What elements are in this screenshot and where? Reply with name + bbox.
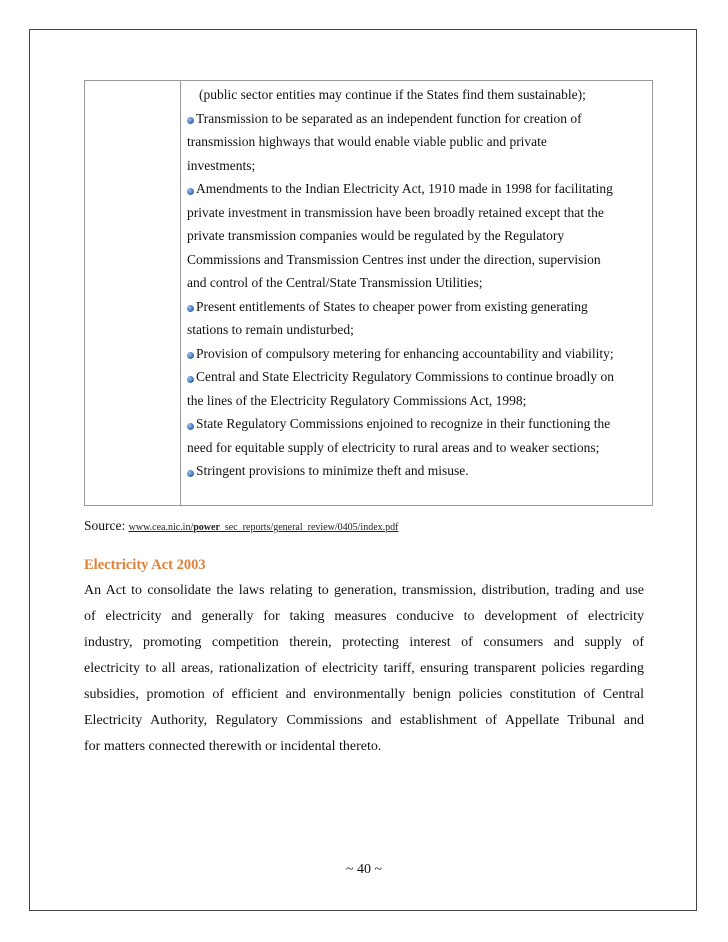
table-line-text: transmission highways that would enable viable public and private [187,134,547,149]
table-line [187,201,649,225]
bullet-item [187,295,649,319]
bullet-icon [187,305,194,312]
bullet-item [187,342,649,366]
table-line [187,154,649,178]
source-url-bold: power [193,522,220,533]
bullet-icon [187,376,194,383]
paragraph-line: An Act to consolidate the laws relating to generation, transmission, distribution, trading and use [84,583,644,598]
table-line-text: Transmission to be separated as an independent function for creation of [196,110,582,126]
bullet-icon [187,352,194,359]
bullet-item [187,459,649,483]
source-url-suffix: _sec_reports/general_review/0405/index.pdf [219,522,399,533]
source-link[interactable] [129,522,399,533]
table-cell-text [187,83,649,483]
bullet-item [187,412,649,436]
bullet-icon [187,470,194,477]
bullet-item [187,177,649,201]
table-line-text: the lines of the Electricity Regulatory Commissions Act, 1998; [187,392,527,408]
table-column-divider [180,80,181,506]
table-line [187,436,649,460]
source-url-prefix: www.cea.nic.in/ [128,522,194,533]
table-line-text: Stringent provisions to minimize theft and misuse. [196,463,469,478]
paragraph-line: Electricity Authority, Regulatory Commissions and establishment of Appellate Tribunal and [84,713,644,728]
page-number: ~ 40 ~ [345,862,383,877]
table-line-text: need for equitable supply of electricity to rural areas and to weaker sections; [187,439,600,455]
table-line-text: investments; [187,157,256,173]
bullet-icon [187,423,194,430]
table-line-text: Commissions and Transmission Centres inst under the direction, supervision [187,251,601,267]
bullet-item [187,107,649,131]
source-line [84,518,398,534]
table-line [187,389,649,413]
table-line-text: (public sector entities may continue if the States find them sustainable); [199,87,586,102]
table-line [187,224,649,248]
table-line [187,248,649,272]
paragraph-line: subsidies, promotion of efficient and environmentally benign policies constitution of Central [84,687,644,702]
bullet-item [187,365,649,389]
table-line [187,83,649,107]
table-line [187,271,649,295]
table-line [187,318,649,342]
source-label: Source: [84,518,126,533]
section-heading: Electricity Act 2003 [84,557,206,573]
table-line-text: private investment in transmission have been broadly retained except that the [187,204,604,220]
paragraph-line: for matters connected therewith or incidental thereto. [84,739,382,754]
table-line-text: Provision of compulsory metering for enhancing accountability and viability; [196,345,614,361]
paragraph-line: electricity to all areas, rationalization of electricity tariff, ensuring transparent policies regarding [84,661,644,676]
table-line-text: Present entitlements of States to cheaper power from existing generating [196,298,588,314]
bullet-icon [187,117,194,124]
body-paragraph [84,578,644,760]
table-line-text: Amendments to the Indian Electricity Act, 1910 made in 1998 for facilitating [196,181,613,196]
table-line-text: private transmission companies would be regulated by the Regulatory [187,228,565,243]
paragraph-line: of electricity and generally for taking measures conducive to development of electricity [84,609,644,624]
paragraph-line: industry, promoting competition therein, protecting interest of consumers and supply of [84,635,644,650]
table-line [187,130,649,154]
table-line-text: Central and State Electricity Regulatory Commissions to continue broadly on [196,369,615,384]
table-line-text: stations to remain undisturbed; [187,322,354,337]
bullet-icon [187,188,194,195]
table-line-text: State Regulatory Commissions enjoined to recognize in their functioning the [196,416,611,431]
table-line-text: and control of the Central/State Transmission Utilities; [187,275,483,290]
